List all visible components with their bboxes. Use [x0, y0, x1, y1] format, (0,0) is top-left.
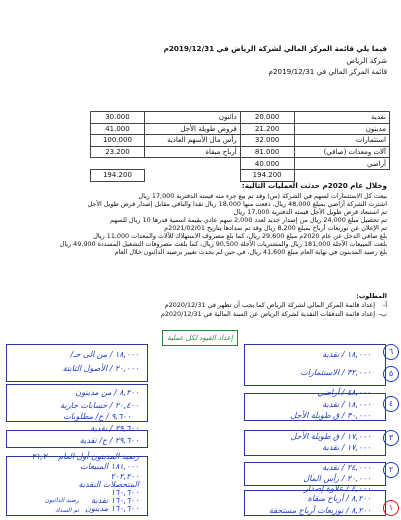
- handwritten-note: تم السداد: [55, 507, 79, 514]
- asset-label: نقدية: [294, 112, 389, 124]
- transactions-list: [7, 192, 387, 256]
- handwritten-note: ٢٠,٠٠٠ / رأس المال: [303, 474, 371, 483]
- handwritten-note: المتحصلات النقدية: [78, 480, 139, 489]
- asset-label: أراضي: [294, 158, 389, 170]
- liab-value: 23.200: [91, 146, 145, 158]
- statement-title: قائمة المركز المالي في 2019/12/31م: [268, 67, 387, 76]
- handwritten-note: ٢٤,٠٠٠ / نقدية: [322, 463, 371, 472]
- handwritten-note: ١٧,٠٠٠ / نقدية: [322, 443, 371, 452]
- list-item: بلغت المبيعات الآجلة 181,000 ريال والمشتريات الآجلة 90,500 ريال، كما بلغت مصروفات التشغيل المسددة 49,900 ريال: [59, 240, 387, 248]
- liab-value: 30.000: [91, 112, 145, 124]
- liab-label: قروض طويلة الأجل: [144, 123, 240, 135]
- list-item: بلغ رصيد المدينون في نهاية العام مبلغ 41,600 ريال، في حين لم يحدث تغيير برصيد الدائنون خلال العام: [114, 248, 387, 256]
- table-row: [91, 158, 390, 170]
- handwritten-note: ١٨,٠٠٠ / نقدية: [322, 400, 371, 409]
- handwritten-note: ٣٠,٠٠٠ / ق طويلة الأجل: [290, 411, 371, 420]
- list-item: بيعت كل الاستثمارات لسهم في الشركة (س) وقد تم بيع جزء منه قيمته الدفترية 17,000 ريال: [138, 192, 387, 200]
- asset-label: مدينون: [294, 123, 389, 135]
- list-item: تم تحصيل مبلغ 24,000 ريال من إصدار جديد لعدد 2,000 سهم عادي بقيمة اسمية قدرها 10 ريال للسهم: [110, 216, 387, 224]
- list-item: اشترت الشركة أراضي بمبلغ 48,000 ريال، دفعت منها 18,000 ريال نقدا والباقي مقابل إصدار قرض طويل الأجل: [87, 200, 387, 208]
- liab-label: دائنون: [144, 112, 240, 124]
- liab-value: 41.000: [91, 123, 145, 135]
- circle-number: ٦: [383, 344, 399, 360]
- required-heading: المطلوب:: [356, 292, 387, 300]
- liab-value: 100.000: [91, 135, 145, 147]
- asset-value: 21.200: [240, 123, 294, 135]
- handwritten-note: ١٦٠,٦٠٠ مدينون: [84, 504, 139, 513]
- liab-label: أرباح مبقاة: [144, 146, 240, 158]
- total-liabilities: 194.200: [91, 169, 145, 181]
- list-item: بلغ صافي الدخل عن عام 2020م مبلغ 29,600 ريال، كما بلغ مصروف الاستهلاك للآلات والمعدات 11,000 ريال: [93, 232, 387, 240]
- list-item: تم الإعلان عن توزيعات أرباح بمبلغ 8,200 ريال وقد تم سدادها بتاريخ 2021/02/01م: [164, 224, 387, 232]
- required-b-marker: ب-: [378, 310, 387, 318]
- asset-value: 40.000: [240, 158, 294, 170]
- table-row: [91, 123, 390, 135]
- handwritten-note: ٢٠,٠٠٠ / الأصول الثابتة: [62, 364, 139, 373]
- asset-label: آلات ومعدات (صافي): [294, 146, 389, 158]
- handwritten-note: ١٨,٠٠٠ / نقدية: [322, 350, 371, 359]
- circle-number: ٤: [383, 396, 399, 412]
- totals-row: [91, 169, 390, 181]
- company-name: شركة الرياض: [346, 56, 387, 65]
- intro-line: فيما يلي قائمة المركز المالي لشركة الرياض في 2019/12/31م: [163, 44, 387, 53]
- handwritten-note: ٢٠٢,٢٠٠: [110, 472, 139, 481]
- handwritten-note: ١٦٠,٦٠٠ نقدية: [91, 496, 139, 505]
- handwritten-note: ٣٢,٠٠٠ / الاستثمارات: [300, 368, 371, 377]
- asset-value: 20.000: [240, 112, 294, 124]
- liab-value: [91, 158, 145, 170]
- circle-number: ٢: [383, 462, 399, 478]
- handwritten-note: ٨,٢٠٠ / توزيعات أرباح مستحقة: [268, 506, 371, 515]
- liab-label: [144, 158, 240, 170]
- handwritten-note: رصيد الدائنون: [44, 497, 79, 504]
- green-note: إعداد القيود لكل عملية: [162, 330, 238, 346]
- table-row: [91, 135, 390, 147]
- handwritten-note: ٤٨,٠٠٠ / أراضي: [317, 388, 371, 397]
- handwritten-note: ١٧,٠٠٠ / ق طويلة الأجل: [290, 432, 371, 441]
- list-item: تم استبعاد قرض طويل الأجل قيمته الدفترية 17,000 ريال: [233, 208, 387, 216]
- required-a-marker: أ-: [382, 301, 387, 309]
- transactions-intro: وخلال عام 2020م حدثت العمليات التالية:: [241, 181, 387, 190]
- asset-value: 81.000: [240, 146, 294, 158]
- handwritten-note: ٢٩,٦٠٠ / ح/ نقدية: [79, 436, 139, 445]
- handwritten-note: ٢٠,٤٠٠ / حسابات جارية: [60, 401, 139, 410]
- handwritten-note: ١٨١,٠٠٠ المبيعات: [80, 462, 139, 471]
- liab-label: رأس مال الأسهم العادية: [144, 135, 240, 147]
- handwritten-note: ١٨,٠٠٠ / من الى حـ/: [70, 350, 139, 359]
- handwritten-note: ٨,٢٠٠ / من مدينون: [75, 388, 139, 397]
- table-row: [91, 112, 390, 124]
- balance-sheet-table: [90, 111, 390, 182]
- table-row: [91, 146, 390, 158]
- handwritten-note: رصيد المدينون أول العام ٢١,٢٠٠: [31, 452, 139, 461]
- asset-label: استثمارات: [294, 135, 389, 147]
- handwritten-note: ٢٩,٦٠٠ / نقدية: [90, 424, 139, 433]
- circle-number: ٥: [383, 366, 399, 382]
- required-b: إعداد قائمة التدفقات النقدية لشركة الرياض عن السنة المالية في 2020/12/31م: [160, 310, 375, 318]
- circle-number: ٣: [383, 430, 399, 446]
- handwritten-note: ٤,٠٠٠ / علاوة إصدار: [304, 484, 371, 493]
- total-assets: 194.200: [240, 169, 294, 181]
- asset-value: 32.000: [240, 135, 294, 147]
- required-a: إعداد قائمة المركز المالي لشركة الرياض كما يجب أن تظهر في 2020/12/31م: [164, 301, 375, 309]
- handwritten-note: ٩,٦٠٠ / ح/ مطلوبات: [63, 412, 131, 421]
- circle-number: ١: [383, 500, 399, 516]
- handwritten-note: ١٦٠,٦٠٠: [110, 488, 139, 497]
- handwritten-note: ٨,٢٠٠ / أرباح مبقاة: [307, 494, 371, 503]
